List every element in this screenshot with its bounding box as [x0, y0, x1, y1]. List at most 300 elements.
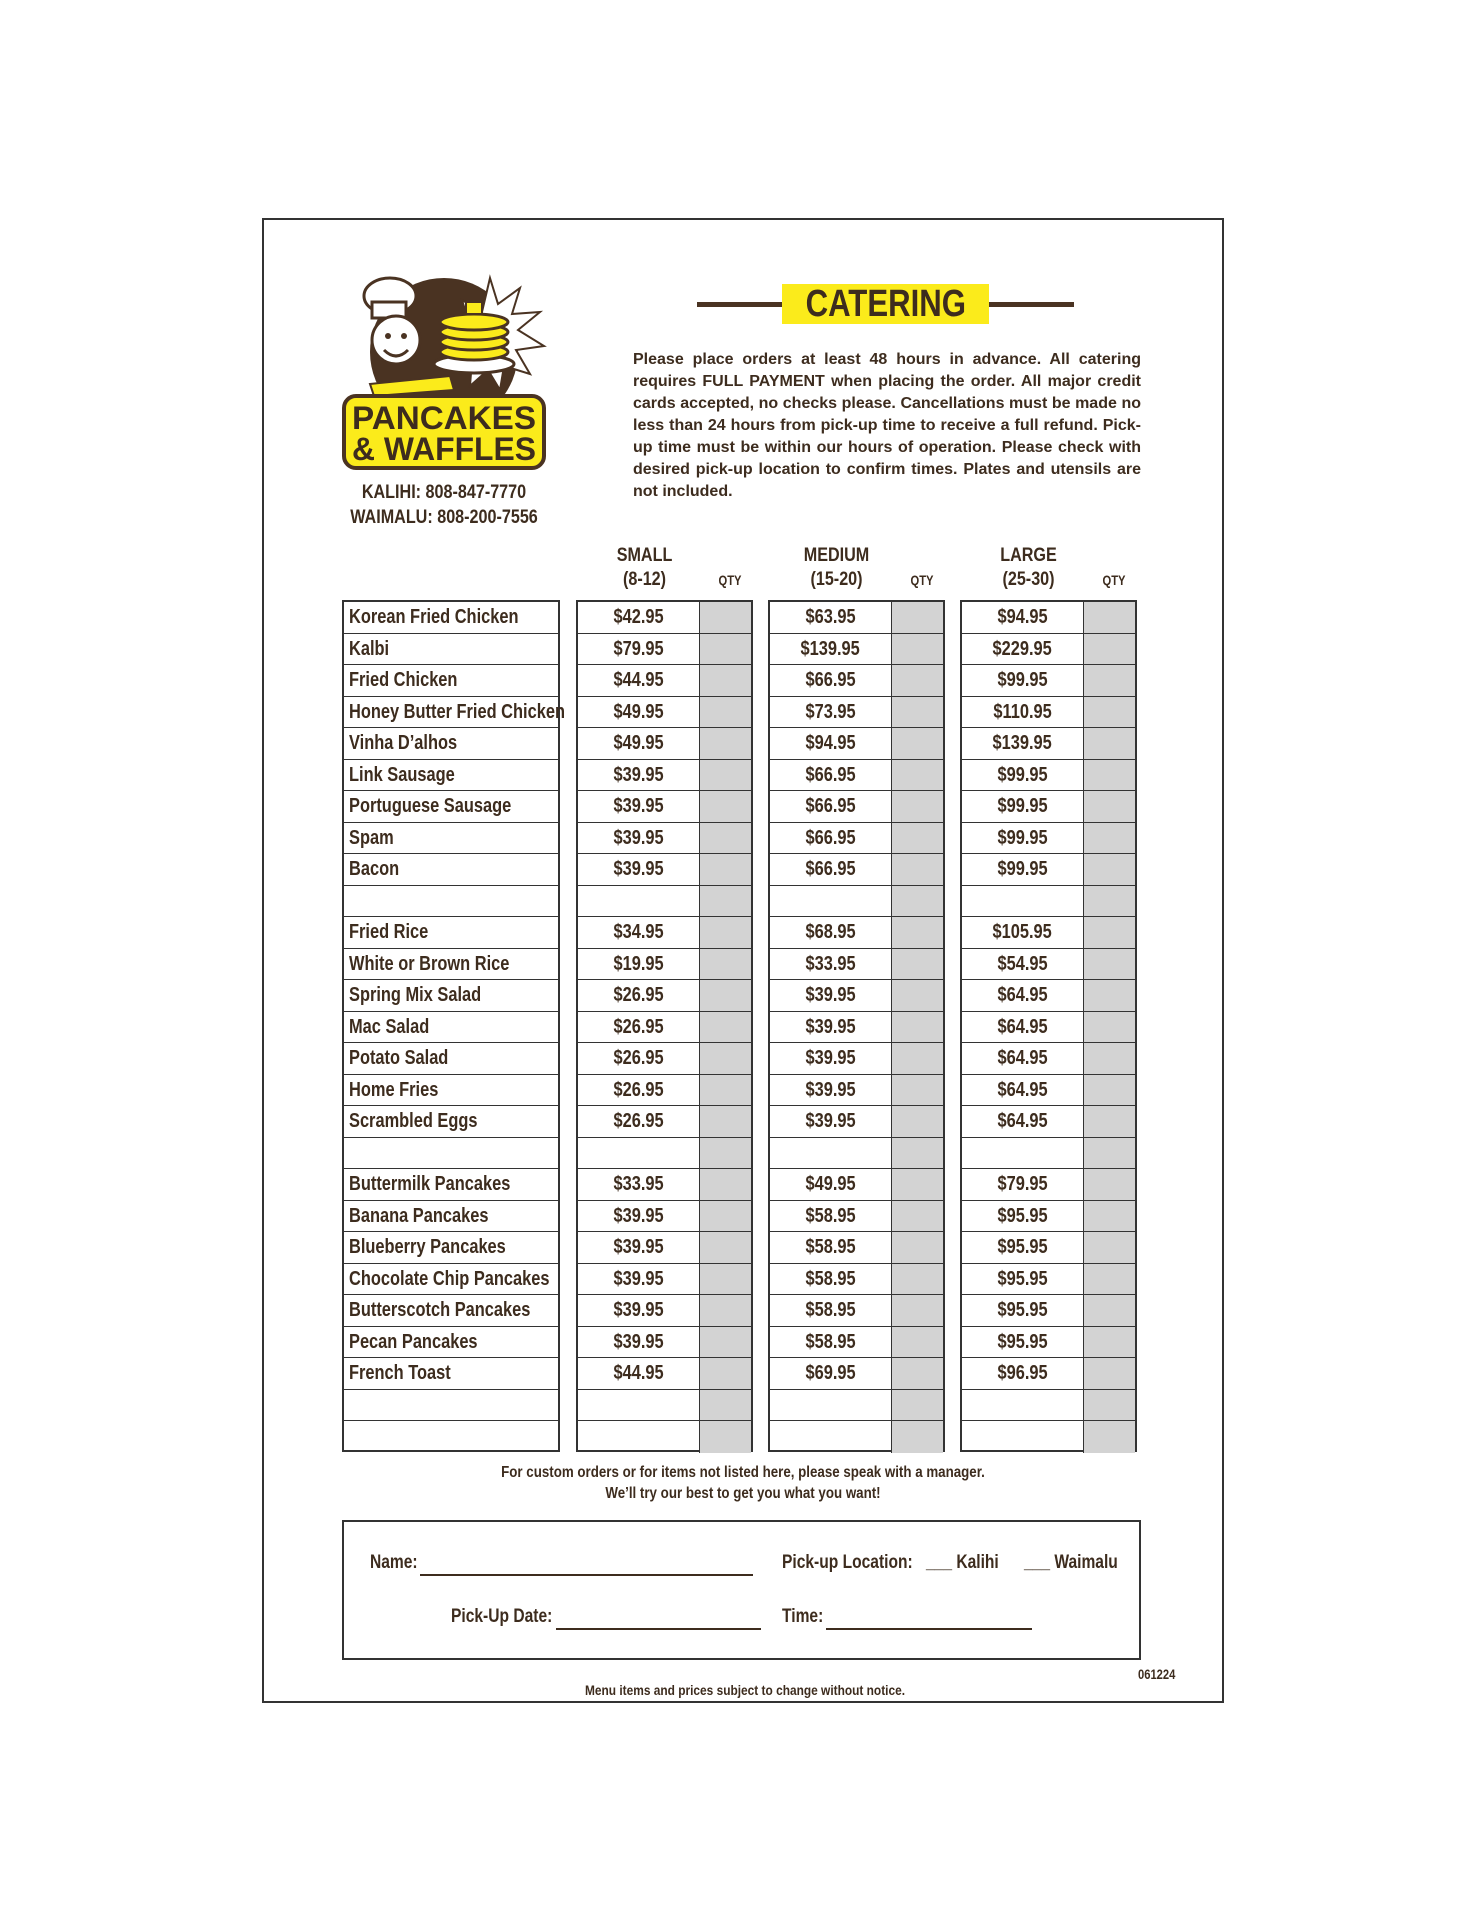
large-qty-input[interactable] [1083, 854, 1135, 885]
small-qty-input[interactable] [699, 665, 751, 696]
small-price: $49.95 [613, 700, 664, 723]
medium-price-row [770, 760, 943, 792]
menu-item-row [344, 1012, 558, 1044]
medium-price-row [770, 728, 943, 760]
medium-price-row [770, 1358, 943, 1390]
large-price: $99.95 [997, 763, 1048, 786]
small-qty-input[interactable] [699, 1012, 751, 1043]
small-qty-input[interactable] [699, 886, 751, 917]
small-price-row [578, 665, 751, 697]
small-qty-input[interactable] [699, 728, 751, 759]
custom-note-line1: For custom orders or for items not listed here, please speak with a manager. [501, 1464, 985, 1481]
pancakes-and-waffles-logo [340, 266, 548, 470]
small-price-row [578, 886, 751, 918]
time-label: Time: [782, 1606, 824, 1627]
small-price: $19.95 [613, 952, 664, 975]
medium-price-row [770, 697, 943, 729]
menu-item-row [344, 980, 558, 1012]
medium-price-row [770, 1138, 943, 1170]
large-price: $95.95 [997, 1236, 1048, 1258]
small-price-row [578, 949, 751, 981]
large-price: $95.95 [997, 1204, 1048, 1227]
menu-item-row [344, 697, 565, 729]
medium-qty-input[interactable] [891, 1232, 943, 1263]
medium-qty-input[interactable] [891, 665, 943, 696]
phone-numbers [347, 480, 541, 530]
medium-price-row [770, 823, 943, 855]
header-large-name: LARGE [1000, 545, 1057, 566]
large-price: $95.95 [997, 1267, 1048, 1290]
menu-item-name: Scrambled Eggs [349, 1110, 478, 1132]
medium-price: $66.95 [805, 669, 856, 691]
small-price-row [578, 697, 751, 729]
large-qty-input[interactable] [1083, 1390, 1135, 1421]
small-qty-input[interactable] [699, 760, 751, 791]
large-price-row [962, 854, 1135, 886]
large-price: $99.95 [997, 669, 1048, 691]
large-price-row [962, 760, 1135, 792]
large-price: $105.95 [992, 921, 1053, 943]
large-price-row [962, 1012, 1135, 1044]
medium-qty-input[interactable] [891, 949, 943, 980]
menu-item-row [344, 1075, 558, 1107]
small-price: $39.95 [613, 1236, 664, 1258]
small-price-row [578, 1169, 751, 1201]
small-qty-input[interactable] [699, 1106, 751, 1137]
small-price-row [578, 1295, 751, 1327]
large-price-row [962, 1138, 1135, 1170]
medium-price: $58.95 [805, 1267, 856, 1290]
large-price-row [962, 949, 1135, 981]
large-price-row [962, 917, 1135, 949]
large-price: $64.95 [997, 984, 1048, 1006]
small-price: $26.95 [613, 1078, 664, 1101]
menu-item-name: Blueberry Pancakes [349, 1236, 506, 1258]
medium-price-row [770, 1421, 943, 1453]
large-price: $64.95 [997, 1015, 1048, 1038]
small-price: $34.95 [613, 921, 664, 943]
menu-item-row [344, 1232, 558, 1264]
small-price-row [578, 854, 751, 886]
small-price: $39.95 [613, 763, 664, 786]
large-qty-input[interactable] [1083, 1106, 1135, 1137]
menu-item-name: Honey Butter Fried Chicken [349, 700, 565, 723]
medium-qty-input[interactable] [891, 760, 943, 791]
large-price-row [962, 1327, 1135, 1359]
medium-price: $66.95 [805, 826, 856, 849]
small-qty-input[interactable] [699, 1390, 751, 1421]
small-price: $44.95 [613, 669, 664, 691]
header-medium [776, 544, 897, 592]
large-qty-input[interactable] [1083, 1012, 1135, 1043]
small-price-column [576, 600, 753, 1452]
menu-item-row [344, 665, 558, 697]
large-price-row [962, 1106, 1135, 1138]
menu-item-name: Portuguese Sausage [349, 795, 512, 817]
menu-item-name: Korean Fried Chicken [349, 606, 519, 628]
large-qty-input[interactable] [1083, 886, 1135, 917]
medium-price: $73.95 [805, 700, 856, 723]
medium-price: $39.95 [805, 1047, 856, 1069]
large-price: $99.95 [997, 795, 1048, 817]
small-price: $39.95 [613, 1204, 664, 1227]
large-qty-input[interactable] [1083, 823, 1135, 854]
small-qty-input[interactable] [699, 1043, 751, 1074]
large-price-row [962, 1295, 1135, 1327]
medium-price-row [770, 854, 943, 886]
menu-item-row [344, 760, 558, 792]
small-qty-input[interactable] [699, 1232, 751, 1263]
phone-waimalu: WAIMALU: 808-200-7556 [350, 507, 538, 528]
small-qty-input[interactable] [699, 949, 751, 980]
small-qty-input[interactable] [699, 917, 751, 948]
header-medium-qty: QTY [910, 572, 934, 588]
medium-price-row [770, 665, 943, 697]
medium-qty-input[interactable] [891, 697, 943, 728]
menu-item-name: Fried Rice [349, 921, 429, 943]
large-qty-input[interactable] [1083, 1169, 1135, 1200]
small-price-row [578, 791, 751, 823]
small-qty-input[interactable] [699, 854, 751, 885]
large-price-row [962, 697, 1135, 729]
large-price: $229.95 [992, 637, 1053, 660]
pickup-location-label: Pick-up Location: [782, 1552, 913, 1573]
small-qty-input[interactable] [699, 1358, 751, 1389]
header-small-name: SMALL [616, 545, 673, 566]
small-price-row [578, 1075, 751, 1107]
large-qty-input[interactable] [1083, 697, 1135, 728]
small-price-row [578, 634, 751, 666]
menu-item-row [344, 949, 558, 981]
medium-price: $39.95 [805, 1015, 856, 1038]
medium-price: $33.95 [805, 952, 856, 975]
large-qty-input[interactable] [1083, 1421, 1135, 1453]
small-price: $26.95 [613, 1110, 664, 1132]
small-qty-input[interactable] [699, 1421, 751, 1453]
header-large-qty: QTY [1102, 572, 1126, 588]
large-price: $54.95 [997, 952, 1048, 975]
large-price: $79.95 [997, 1173, 1048, 1195]
large-price-row [962, 1421, 1135, 1453]
medium-qty-input[interactable] [891, 917, 943, 948]
medium-qty-input[interactable] [891, 823, 943, 854]
menu-item-name: Buttermilk Pancakes [349, 1173, 511, 1195]
small-price: $39.95 [613, 1267, 664, 1290]
small-price-row [578, 1390, 751, 1422]
small-qty-input[interactable] [699, 1295, 751, 1326]
medium-price: $94.95 [805, 732, 856, 754]
pickup-date-field[interactable] [556, 1628, 761, 1630]
medium-qty-input[interactable] [891, 1012, 943, 1043]
large-price: $96.95 [997, 1362, 1048, 1384]
medium-price-row [770, 1232, 943, 1264]
small-price: $39.95 [613, 858, 664, 880]
large-qty-input[interactable] [1083, 1043, 1135, 1074]
large-price-column [960, 600, 1137, 1452]
large-qty-input[interactable] [1083, 1264, 1135, 1295]
large-qty-input[interactable] [1083, 602, 1135, 633]
title-highlight [782, 284, 989, 324]
menu-item-row [344, 1169, 558, 1201]
medium-price: $58.95 [805, 1204, 856, 1227]
large-price: $64.95 [997, 1047, 1048, 1069]
medium-qty-input[interactable] [891, 1106, 943, 1137]
medium-price-row [770, 1106, 943, 1138]
small-price: $44.95 [613, 1362, 664, 1384]
small-qty-input[interactable] [699, 1201, 751, 1232]
small-price-row [578, 1138, 751, 1170]
medium-qty-input[interactable] [891, 1295, 943, 1326]
large-price: $64.95 [997, 1078, 1048, 1101]
medium-price-row [770, 1390, 943, 1422]
large-price: $94.95 [997, 606, 1048, 628]
phone-kalihi: KALIHI: 808-847-7770 [361, 482, 527, 503]
menu-item-name: Spam [349, 826, 394, 849]
custom-note-line2: We’ll try our best to get you what you want! [605, 1485, 881, 1502]
small-price-row [578, 760, 751, 792]
medium-qty-input[interactable] [891, 602, 943, 633]
medium-price: $66.95 [805, 763, 856, 786]
medium-price: $69.95 [805, 1362, 856, 1384]
logo-text-line2: & WAFFLES [352, 431, 536, 467]
custom-order-note [400, 1462, 1086, 1504]
medium-price-row [770, 980, 943, 1012]
medium-price: $58.95 [805, 1299, 856, 1321]
medium-price: $66.95 [805, 858, 856, 880]
small-qty-input[interactable] [699, 980, 751, 1011]
menu-item-row [344, 917, 558, 949]
menu-item-name: Potato Salad [349, 1047, 449, 1069]
small-price-row [578, 1106, 751, 1138]
small-price-row [578, 980, 751, 1012]
large-qty-input[interactable] [1083, 760, 1135, 791]
menu-item-row [344, 1327, 558, 1359]
large-qty-input[interactable] [1083, 949, 1135, 980]
medium-qty-input[interactable] [891, 1138, 943, 1169]
small-price-row [578, 1201, 751, 1233]
header-large [968, 544, 1089, 592]
menu-item-name: Link Sausage [349, 763, 455, 786]
menu-item-name: Kalbi [349, 637, 390, 660]
medium-price-row [770, 1075, 943, 1107]
small-qty-input[interactable] [699, 823, 751, 854]
large-price: $99.95 [997, 826, 1048, 849]
small-price: $26.95 [613, 984, 664, 1006]
menu-item-row [344, 602, 558, 634]
medium-price-row [770, 1043, 943, 1075]
menu-item-name: Vinha D’alhos [349, 732, 458, 754]
medium-qty-input[interactable] [891, 1075, 943, 1106]
medium-price-row [770, 1012, 943, 1044]
medium-price: $39.95 [805, 1110, 856, 1132]
large-qty-input[interactable] [1083, 634, 1135, 665]
medium-qty-input[interactable] [891, 1201, 943, 1232]
menu-item-name: Fried Chicken [349, 669, 458, 691]
small-qty-input[interactable] [699, 634, 751, 665]
medium-price: $139.95 [800, 637, 861, 660]
menu-item-name: Butterscotch Pancakes [349, 1299, 531, 1321]
large-price: $95.95 [997, 1330, 1048, 1353]
header-large-range: (25-30) [1002, 569, 1055, 590]
medium-qty-input[interactable] [891, 980, 943, 1011]
medium-qty-input[interactable] [891, 886, 943, 917]
large-price-row [962, 1264, 1135, 1296]
location-option-kalihi[interactable]: ___ Kalihi [926, 1552, 999, 1573]
name-label: Name: [370, 1552, 418, 1573]
medium-qty-input[interactable] [891, 1327, 943, 1358]
menu-item-name: Banana Pancakes [349, 1204, 489, 1227]
small-qty-input[interactable] [699, 602, 751, 633]
header-small [584, 544, 705, 592]
large-qty-input[interactable] [1083, 1138, 1135, 1169]
small-price: $39.95 [613, 826, 664, 849]
large-price: $110.95 [993, 700, 1052, 723]
medium-price-row [770, 1169, 943, 1201]
large-price: $64.95 [997, 1110, 1048, 1132]
small-qty-input[interactable] [699, 1169, 751, 1200]
large-qty-input[interactable] [1083, 1358, 1135, 1389]
medium-price-column [768, 600, 945, 1452]
medium-price-row [770, 1327, 943, 1359]
large-price-row [962, 728, 1135, 760]
medium-price-row [770, 791, 943, 823]
medium-price-row [770, 1295, 943, 1327]
medium-qty-input[interactable] [891, 1421, 943, 1453]
intro-paragraph: Please place orders at least 48 hours in advance. All catering requires FULL PAYMENT when placing the order. All major credit cards accepted, no checks please. Cancellations must be made no less than 24 hours from pick-up time to receive a full refund. Pick-up time must be within our hours of operation. Please check with desired pick-up location to confirm times. Plates and utensils are not included. [633, 351, 1141, 500]
menu-item-name: Home Fries [349, 1078, 439, 1101]
medium-price: $49.95 [805, 1173, 856, 1195]
form-code: 061224 [1138, 1666, 1176, 1682]
small-qty-input[interactable] [699, 1264, 751, 1295]
medium-price: $39.95 [805, 1078, 856, 1101]
small-price: $42.95 [613, 606, 664, 628]
medium-qty-input[interactable] [891, 1264, 943, 1295]
header-small-qty: QTY [718, 572, 742, 588]
medium-qty-input[interactable] [891, 1169, 943, 1200]
large-price-row [962, 823, 1135, 855]
small-price-row [578, 1264, 751, 1296]
menu-item-name: Spring Mix Salad [349, 984, 482, 1006]
title-text: CATERING [805, 283, 966, 325]
large-price-row [962, 886, 1135, 918]
large-qty-input[interactable] [1083, 917, 1135, 948]
medium-price: $68.95 [805, 921, 856, 943]
small-price-row [578, 1043, 751, 1075]
small-price: $33.95 [613, 1173, 664, 1195]
time-field[interactable] [826, 1628, 1032, 1630]
pickup-date-label: Pick-Up Date: [451, 1606, 553, 1627]
small-price-row [578, 1232, 751, 1264]
small-price: $39.95 [613, 1299, 664, 1321]
medium-price: $58.95 [805, 1330, 856, 1353]
large-price-row [962, 1390, 1135, 1422]
menu-item-row [344, 1043, 558, 1075]
large-qty-input[interactable] [1083, 791, 1135, 822]
medium-price: $66.95 [805, 795, 856, 817]
menu-item-name: Chocolate Chip Pancakes [349, 1267, 550, 1290]
large-qty-input[interactable] [1083, 1327, 1135, 1358]
menu-item-row [344, 886, 558, 918]
title-rule-left [697, 302, 782, 307]
medium-price-row [770, 917, 943, 949]
menu-item-row [344, 1138, 558, 1170]
large-qty-input[interactable] [1083, 1232, 1135, 1263]
menu-item-row [344, 1295, 558, 1327]
medium-qty-input[interactable] [891, 1358, 943, 1389]
large-price-row [962, 980, 1135, 1012]
medium-price: $39.95 [805, 984, 856, 1006]
small-price-row [578, 1421, 751, 1453]
large-price: $99.95 [997, 858, 1048, 880]
small-qty-input[interactable] [699, 1075, 751, 1106]
large-price-row [962, 791, 1135, 823]
small-price-row [578, 823, 751, 855]
menu-item-row [344, 1201, 558, 1233]
large-qty-input[interactable] [1083, 665, 1135, 696]
medium-qty-input[interactable] [891, 1043, 943, 1074]
medium-qty-input[interactable] [891, 1390, 943, 1421]
small-price-row [578, 728, 751, 760]
small-qty-input[interactable] [699, 1327, 751, 1358]
medium-qty-input[interactable] [891, 791, 943, 822]
menu-item-row [344, 634, 558, 666]
menu-item-row [344, 1421, 558, 1453]
menu-item-name: Mac Salad [349, 1015, 430, 1038]
large-price-row [962, 1358, 1135, 1390]
medium-price: $63.95 [805, 606, 856, 628]
large-qty-input[interactable] [1083, 1075, 1135, 1106]
logo-text-line1: PANCAKES [352, 400, 536, 436]
name-field[interactable] [420, 1574, 753, 1576]
large-qty-input[interactable] [1083, 728, 1135, 759]
large-qty-input[interactable] [1083, 1295, 1135, 1326]
small-price: $39.95 [613, 795, 664, 817]
medium-price-row [770, 1201, 943, 1233]
large-qty-input[interactable] [1083, 1201, 1135, 1232]
menu-item-row [344, 791, 558, 823]
small-price-row [578, 917, 751, 949]
menu-item-name: Pecan Pancakes [349, 1330, 478, 1353]
menu-item-row [344, 1264, 558, 1296]
menu-item-name: Bacon [349, 858, 400, 880]
small-price-row [578, 1327, 751, 1359]
medium-price-row [770, 949, 943, 981]
menu-items-column [342, 600, 565, 1452]
medium-qty-input[interactable] [891, 634, 943, 665]
large-price-row [962, 602, 1135, 634]
header-medium-range: (15-20) [810, 569, 863, 590]
medium-qty-input[interactable] [891, 854, 943, 885]
menu-item-row [344, 823, 558, 855]
large-price-row [962, 634, 1135, 666]
location-option-waimalu[interactable]: ___ Waimalu [1024, 1552, 1118, 1573]
menu-item-name: French Toast [349, 1362, 451, 1384]
medium-price-row [770, 602, 943, 634]
small-price-row [578, 1358, 751, 1390]
small-price-row [578, 602, 751, 634]
small-price: $26.95 [613, 1047, 664, 1069]
medium-price-row [770, 1264, 943, 1296]
menu-item-row [344, 854, 558, 886]
small-price-row [578, 1012, 751, 1044]
menu-item-row [344, 1390, 558, 1422]
large-qty-input[interactable] [1083, 980, 1135, 1011]
small-qty-input[interactable] [699, 791, 751, 822]
medium-qty-input[interactable] [891, 728, 943, 759]
small-qty-input[interactable] [699, 1138, 751, 1169]
price-disclaimer: Menu items and prices subject to change without notice. [584, 1682, 906, 1698]
small-qty-input[interactable] [699, 697, 751, 728]
